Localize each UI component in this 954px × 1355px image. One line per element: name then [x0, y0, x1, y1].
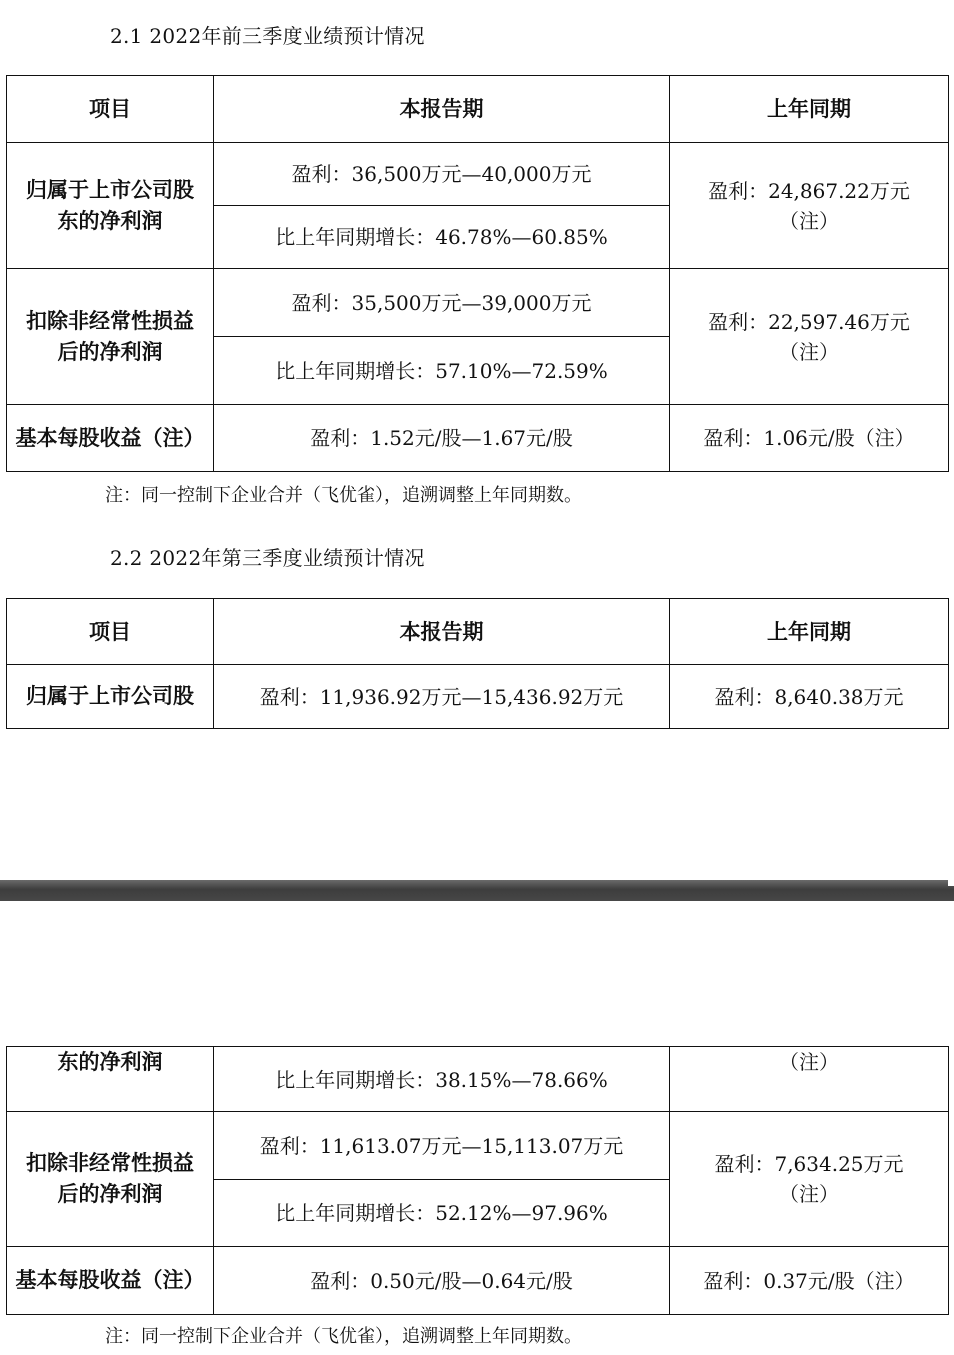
current-growth-range: 比上年同期增长：52.12%—97.96%	[214, 1180, 670, 1247]
prior-note-mark: （注）	[779, 1182, 839, 1206]
row-label-line: 后的净利润	[57, 339, 163, 364]
current-growth-range: 比上年同期增长：38.15%—78.66%	[214, 1047, 670, 1112]
prior-note-mark: （注）	[779, 208, 839, 233]
header-item: 项目	[7, 599, 214, 665]
row-label-line: 扣除非经常性损益	[26, 1151, 194, 1175]
header-item: 项目	[7, 76, 214, 143]
row-label-line: 归属于上市公司股	[26, 177, 194, 202]
table-header-row	[7, 76, 949, 143]
prior-value	[670, 1112, 949, 1247]
table-row	[7, 1112, 949, 1180]
section1-note: 注：同一控制下企业合并（飞优雀），追溯调整上年同期数。	[105, 485, 582, 506]
prior-value: 盈利：8,640.38万元	[670, 665, 949, 729]
row-label	[7, 143, 214, 269]
header-current-period: 本报告期	[214, 76, 670, 143]
separator-notch	[948, 880, 954, 886]
current-profit-range: 盈利：11,613.07万元—15,113.07万元	[214, 1112, 670, 1180]
table-header-row	[7, 599, 949, 665]
row-label-line: 东的净利润	[57, 208, 163, 233]
row-label: 基本每股收益（注）	[7, 405, 214, 472]
prior-value-line: 盈利：24,867.22万元	[708, 178, 910, 203]
current-growth-range: 比上年同期增长：46.78%—60.85%	[214, 206, 670, 269]
header-prior-year: 上年同期	[670, 76, 949, 143]
row-label-line: 扣除非经常性损益	[26, 308, 194, 333]
table-row	[7, 1247, 949, 1315]
current-profit-range: 盈利：35,500万元—39,000万元	[214, 269, 670, 337]
table-row	[7, 143, 949, 206]
current-eps-range: 盈利：0.50元/股—0.64元/股	[214, 1247, 670, 1315]
section2-heading: 2.2 2022年第三季度业绩预计情况	[110, 546, 425, 570]
row-label: 基本每股收益（注）	[7, 1247, 214, 1315]
q1-q3-forecast-table	[6, 75, 949, 472]
header-current-period: 本报告期	[214, 599, 670, 665]
prior-value: 盈利：0.37元/股（注）	[670, 1247, 949, 1315]
section1-heading: 2.1 2022年前三季度业绩预计情况	[110, 24, 425, 48]
prior-value-line: 盈利：7,634.25万元	[714, 1152, 904, 1176]
prior-value: 盈利：1.06元/股（注）	[670, 405, 949, 472]
prior-value-line: 盈利：22,597.46万元	[708, 309, 910, 334]
prior-value	[670, 143, 949, 269]
current-eps-range: 盈利：1.52元/股—1.67元/股	[214, 405, 670, 472]
row-label-line: 后的净利润	[57, 1182, 163, 1206]
current-profit-range: 盈利：36,500万元—40,000万元	[214, 143, 670, 206]
header-prior-year: 上年同期	[670, 599, 949, 665]
table-row	[7, 1047, 949, 1112]
q3-forecast-table	[6, 598, 949, 729]
prior-value	[670, 269, 949, 405]
current-profit-range: 盈利：11,936.92万元—15,436.92万元	[214, 665, 670, 729]
table-row	[7, 665, 949, 729]
current-growth-range: 比上年同期增长：57.10%—72.59%	[214, 337, 670, 405]
q3-forecast-table-continued	[6, 1046, 949, 1315]
prior-note-mark: （注）	[779, 339, 839, 364]
table-row	[7, 405, 949, 472]
page-separator	[0, 880, 954, 901]
section2-note: 注：同一控制下企业合并（飞优雀），追溯调整上年同期数。	[105, 1326, 582, 1347]
prior-note-mark: （注）	[670, 1047, 949, 1112]
row-label	[7, 1112, 214, 1247]
row-label: 东的净利润	[7, 1047, 214, 1112]
row-label	[7, 269, 214, 405]
row-label: 归属于上市公司股	[7, 665, 214, 729]
table-row	[7, 269, 949, 337]
